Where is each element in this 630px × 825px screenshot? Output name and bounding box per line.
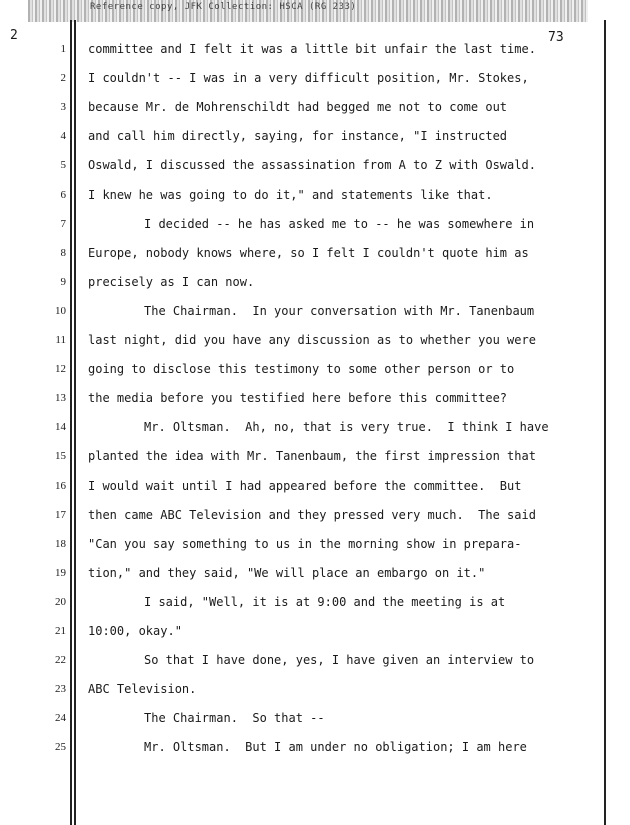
transcript-line: Oswald, I discussed the assassination from A to Z with Oswald. <box>88 158 536 173</box>
transcript-line: I knew he was going to do it," and statements like that. <box>88 187 493 202</box>
transcript-line: I couldn't -- I was in a very difficult position, Mr. Stokes, <box>88 71 529 86</box>
line-number: 10 <box>55 304 66 317</box>
transcript-line: Mr. Oltsman. Ah, no, that is very true. I think I have <box>144 420 549 435</box>
page-number: 73 <box>548 30 564 45</box>
transcript-line: and call him directly, saying, for instance, "I instructed <box>88 129 508 144</box>
transcript-line: Europe, nobody knows where, so I felt I couldn't quote him as <box>88 245 529 260</box>
transcript-line: ABC Television. <box>88 682 197 697</box>
line-number: 9 <box>60 275 66 288</box>
transcript-line: "Can you say something to us in the morning show in prepara- <box>88 536 522 551</box>
line-number: 17 <box>55 508 66 521</box>
transcript-line: 10:00, okay." <box>88 624 182 638</box>
line-number: 1 <box>60 43 66 55</box>
line-number: 2 <box>60 72 66 85</box>
line-number: 23 <box>55 683 66 696</box>
line-number: 8 <box>60 246 66 259</box>
transcript-line: going to disclose this testimony to some other person or to <box>88 362 515 377</box>
corner-number: 2 <box>10 28 18 43</box>
line-number: 6 <box>60 188 66 201</box>
transcript-line: I would wait until I had appeared before the committee. But <box>88 478 522 493</box>
scan-header-text: Reference copy, JFK Collection: HSCA (RG 233) <box>90 2 357 12</box>
line-number: 13 <box>55 392 66 405</box>
transcript-line: then came ABC Television and they pressed very much. The said <box>88 507 536 522</box>
margin-rule-left-outer <box>70 20 72 825</box>
line-number: 25 <box>55 741 66 754</box>
line-number: 7 <box>60 217 66 230</box>
line-number: 11 <box>55 334 66 346</box>
line-number: 20 <box>55 595 66 608</box>
transcript-line: because Mr. de Mohrenschildt had begged me not to come out <box>88 100 508 115</box>
line-number: 19 <box>55 566 66 579</box>
transcript-line: Mr. Oltsman. But I am under no obligation; I am here <box>144 740 527 755</box>
transcript-line: last night, did you have any discussion as to whether you were <box>88 333 536 347</box>
transcript-line: So that I have done, yes, I have given an interview to <box>144 653 535 668</box>
margin-rule-left-inner <box>74 20 76 825</box>
transcript-line: precisely as I can now. <box>88 274 255 289</box>
line-number: 18 <box>55 537 66 550</box>
margin-rule-right <box>604 20 606 825</box>
line-number: 21 <box>55 625 66 637</box>
transcript-line: I decided -- he has asked me to -- he was somewhere in <box>144 216 535 231</box>
line-number: 12 <box>55 363 66 376</box>
line-number: 14 <box>55 421 66 434</box>
line-number: 24 <box>55 712 66 725</box>
transcript-line: The Chairman. So that -- <box>144 711 325 726</box>
line-number: 5 <box>60 159 66 172</box>
transcript-line: the media before you testified here before this committee? <box>88 391 508 406</box>
line-number: 4 <box>60 130 66 143</box>
transcript-line: tion," and they said, "We will place an embargo on it." <box>88 565 486 580</box>
transcript-line: I said, "Well, it is at 9:00 and the meeting is at <box>144 594 506 609</box>
line-number: 3 <box>60 101 66 114</box>
line-number: 16 <box>55 479 66 492</box>
transcript-line: planted the idea with Mr. Tanenbaum, the first impression that <box>88 449 536 464</box>
line-number: 22 <box>55 654 66 667</box>
transcript-line: committee and I felt it was a little bit unfair the last time. <box>88 42 536 56</box>
line-number: 15 <box>55 450 66 463</box>
transcript-line: The Chairman. In your conversation with Mr. Tanenbaum <box>144 303 535 318</box>
